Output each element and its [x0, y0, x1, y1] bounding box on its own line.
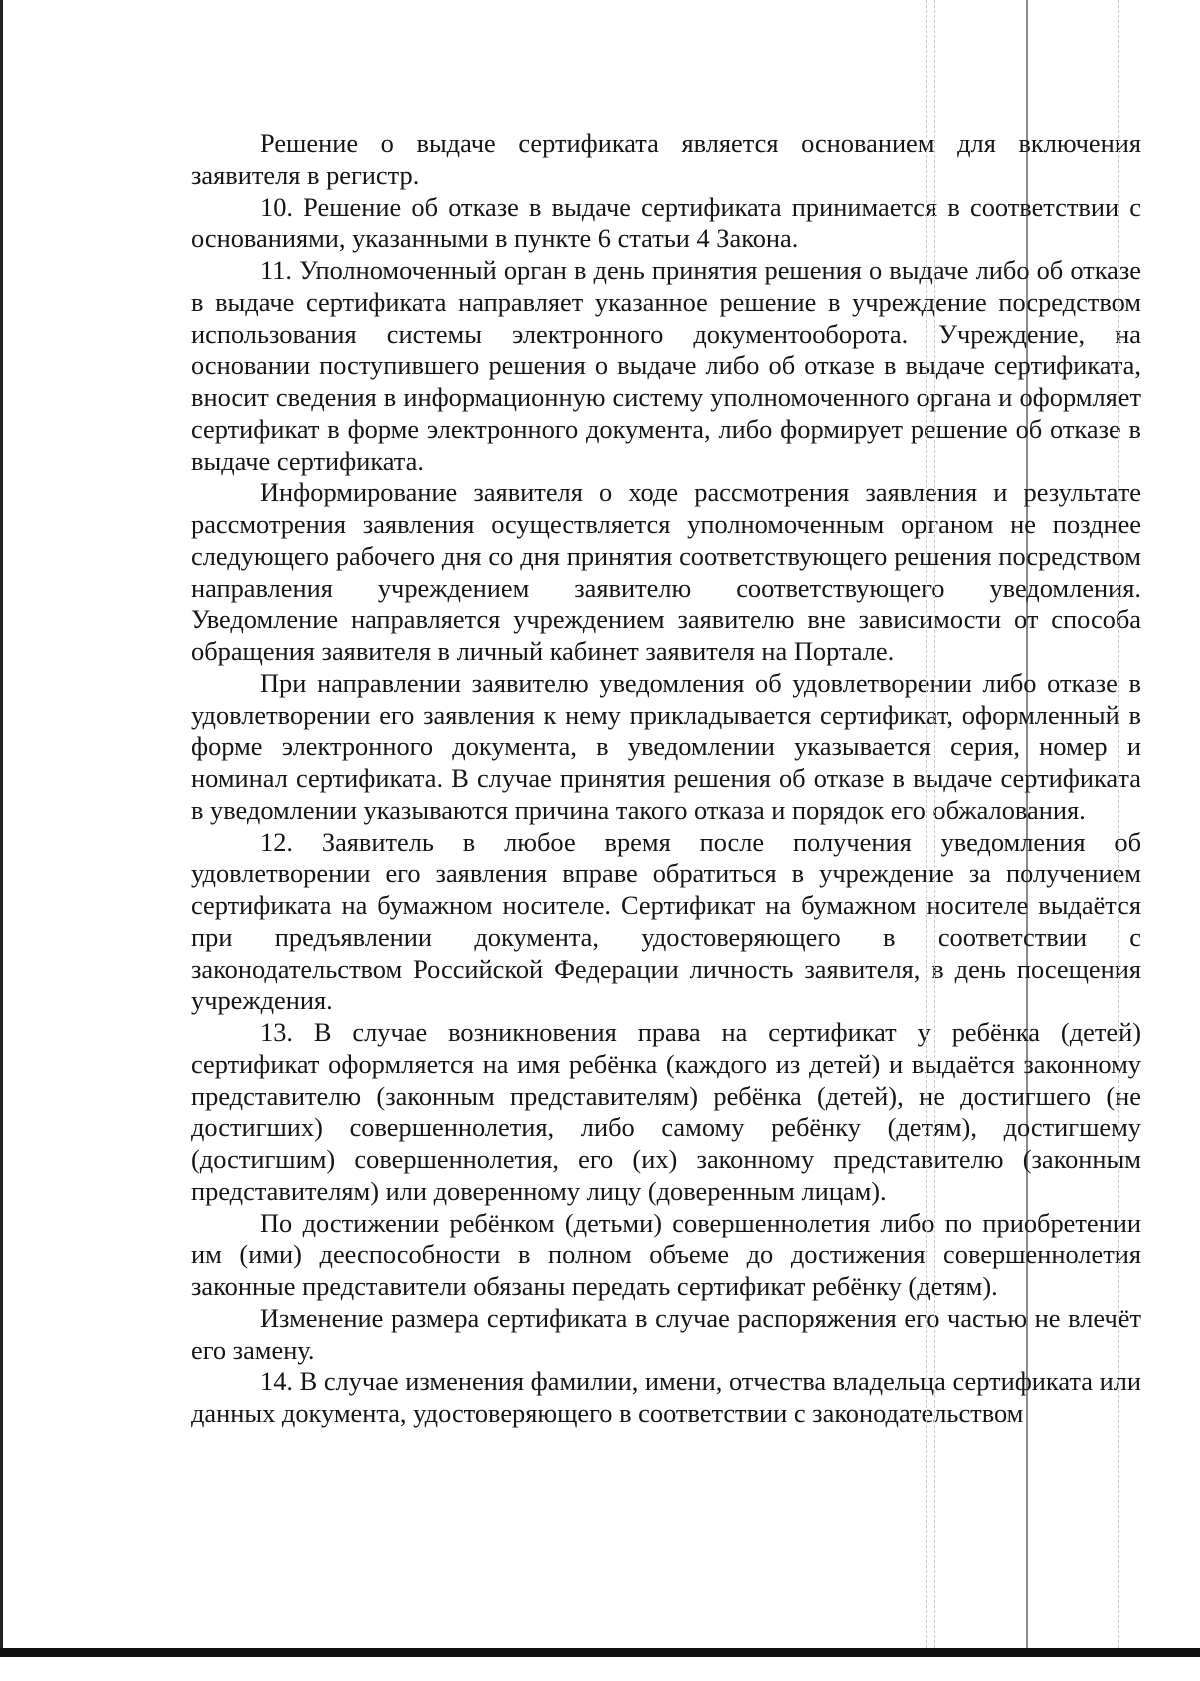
paragraph: По достижении ребёнком (детьми) совершеннолетия либо по приобретении им (ими) дееспособности в полном объеме до достижения совершеннолетия законные представители обязаны передать сертификат ребёнку (детям). [191, 1207, 1141, 1301]
paragraph: При направлении заявителю уведомления об удовлетворении либо отказе в удовлетворении его заявления к нему прикладывается сертификат, оформленный в форме электронного документа, в уведомлении указывается серия, номер и номинал сертификата. В случае принятия решения об отказе в выдаче сертификата в уведомлении указываются причина такого отказа и порядок его обжалования. [191, 667, 1141, 825]
scan-left-edge [0, 0, 3, 1648]
paragraph: 12. Заявитель в любое время после получения уведомления об удовлетворении его заявления вправе обратиться в учреждение за получением сертификата на бумажном носителе. Сертификат на бумажном носителе выдаётся при предъявлении документа, удостоверяющего в соответствии с законодательством Российской Федерации личность заявителя, в день посещения учреждения. [191, 826, 1141, 1016]
scan-streak [1026, 0, 1028, 1648]
scan-streak [1118, 0, 1119, 1648]
paragraph: 10. Решение об отказе в выдаче сертификата принимается в соответствии с основаниями, указанными в пункте 6 статьи 4 Закона. [191, 191, 1141, 254]
paragraph: Решение о выдаче сертификата является основанием для включения заявителя в регистр. [191, 128, 1141, 190]
document-body [191, 128, 1141, 1430]
paragraph: 11. Уполномоченный орган в день принятия решения о выдаче либо об отказе в выдаче сертификата направляет указанное решение в учреждение посредством использования системы электронного документооборота. Учреждение, на основании поступившего решения о выдаче либо об отказе в выдаче сертификата, вносит сведения в информационную систему уполномоченного органа и оформляет сертификат в форме электронного документа, либо формирует решение об отказе в выдаче сертификата. [191, 255, 1141, 476]
scan-streak [926, 0, 927, 1648]
paragraph: 14. В случае изменения фамилии, имени, отчества владельца сертификата или данных документа, удостоверяющего в соответствии с законодательством [191, 1366, 1141, 1428]
paragraph: Изменение размера сертификата в случае распоряжения его частью не влечёт его замену. [191, 1302, 1141, 1365]
scan-streak [934, 0, 935, 1648]
scan-bottom-edge [0, 1648, 1200, 1657]
paragraph: 13. В случае возникновения права на сертификат у ребёнка (детей) сертификат оформляется на имя ребёнка (каждого из детей) и выдаётся законному представителю (законным представителям) ребёнка (детей), не достигшего (не достигших) совершеннолетия, либо самому ребёнку (детям), достигшему (достигшим) совершеннолетия, его (их) законному представителю (законным представителям) или доверенному лицу (доверенным лицам). [191, 1017, 1141, 1206]
paragraph: Информирование заявителя о ходе рассмотрения заявления и результате рассмотрения заявления осуществляется уполномоченным органом не позднее следующего рабочего дня со дня принятия соответствующего решения посредством направления учреждением заявителю соответствующего уведомления. Уведомление направляется учреждением заявителю вне зависимости от способа обращения заявителя в личный кабинет заявителя на Портале. [191, 477, 1141, 666]
